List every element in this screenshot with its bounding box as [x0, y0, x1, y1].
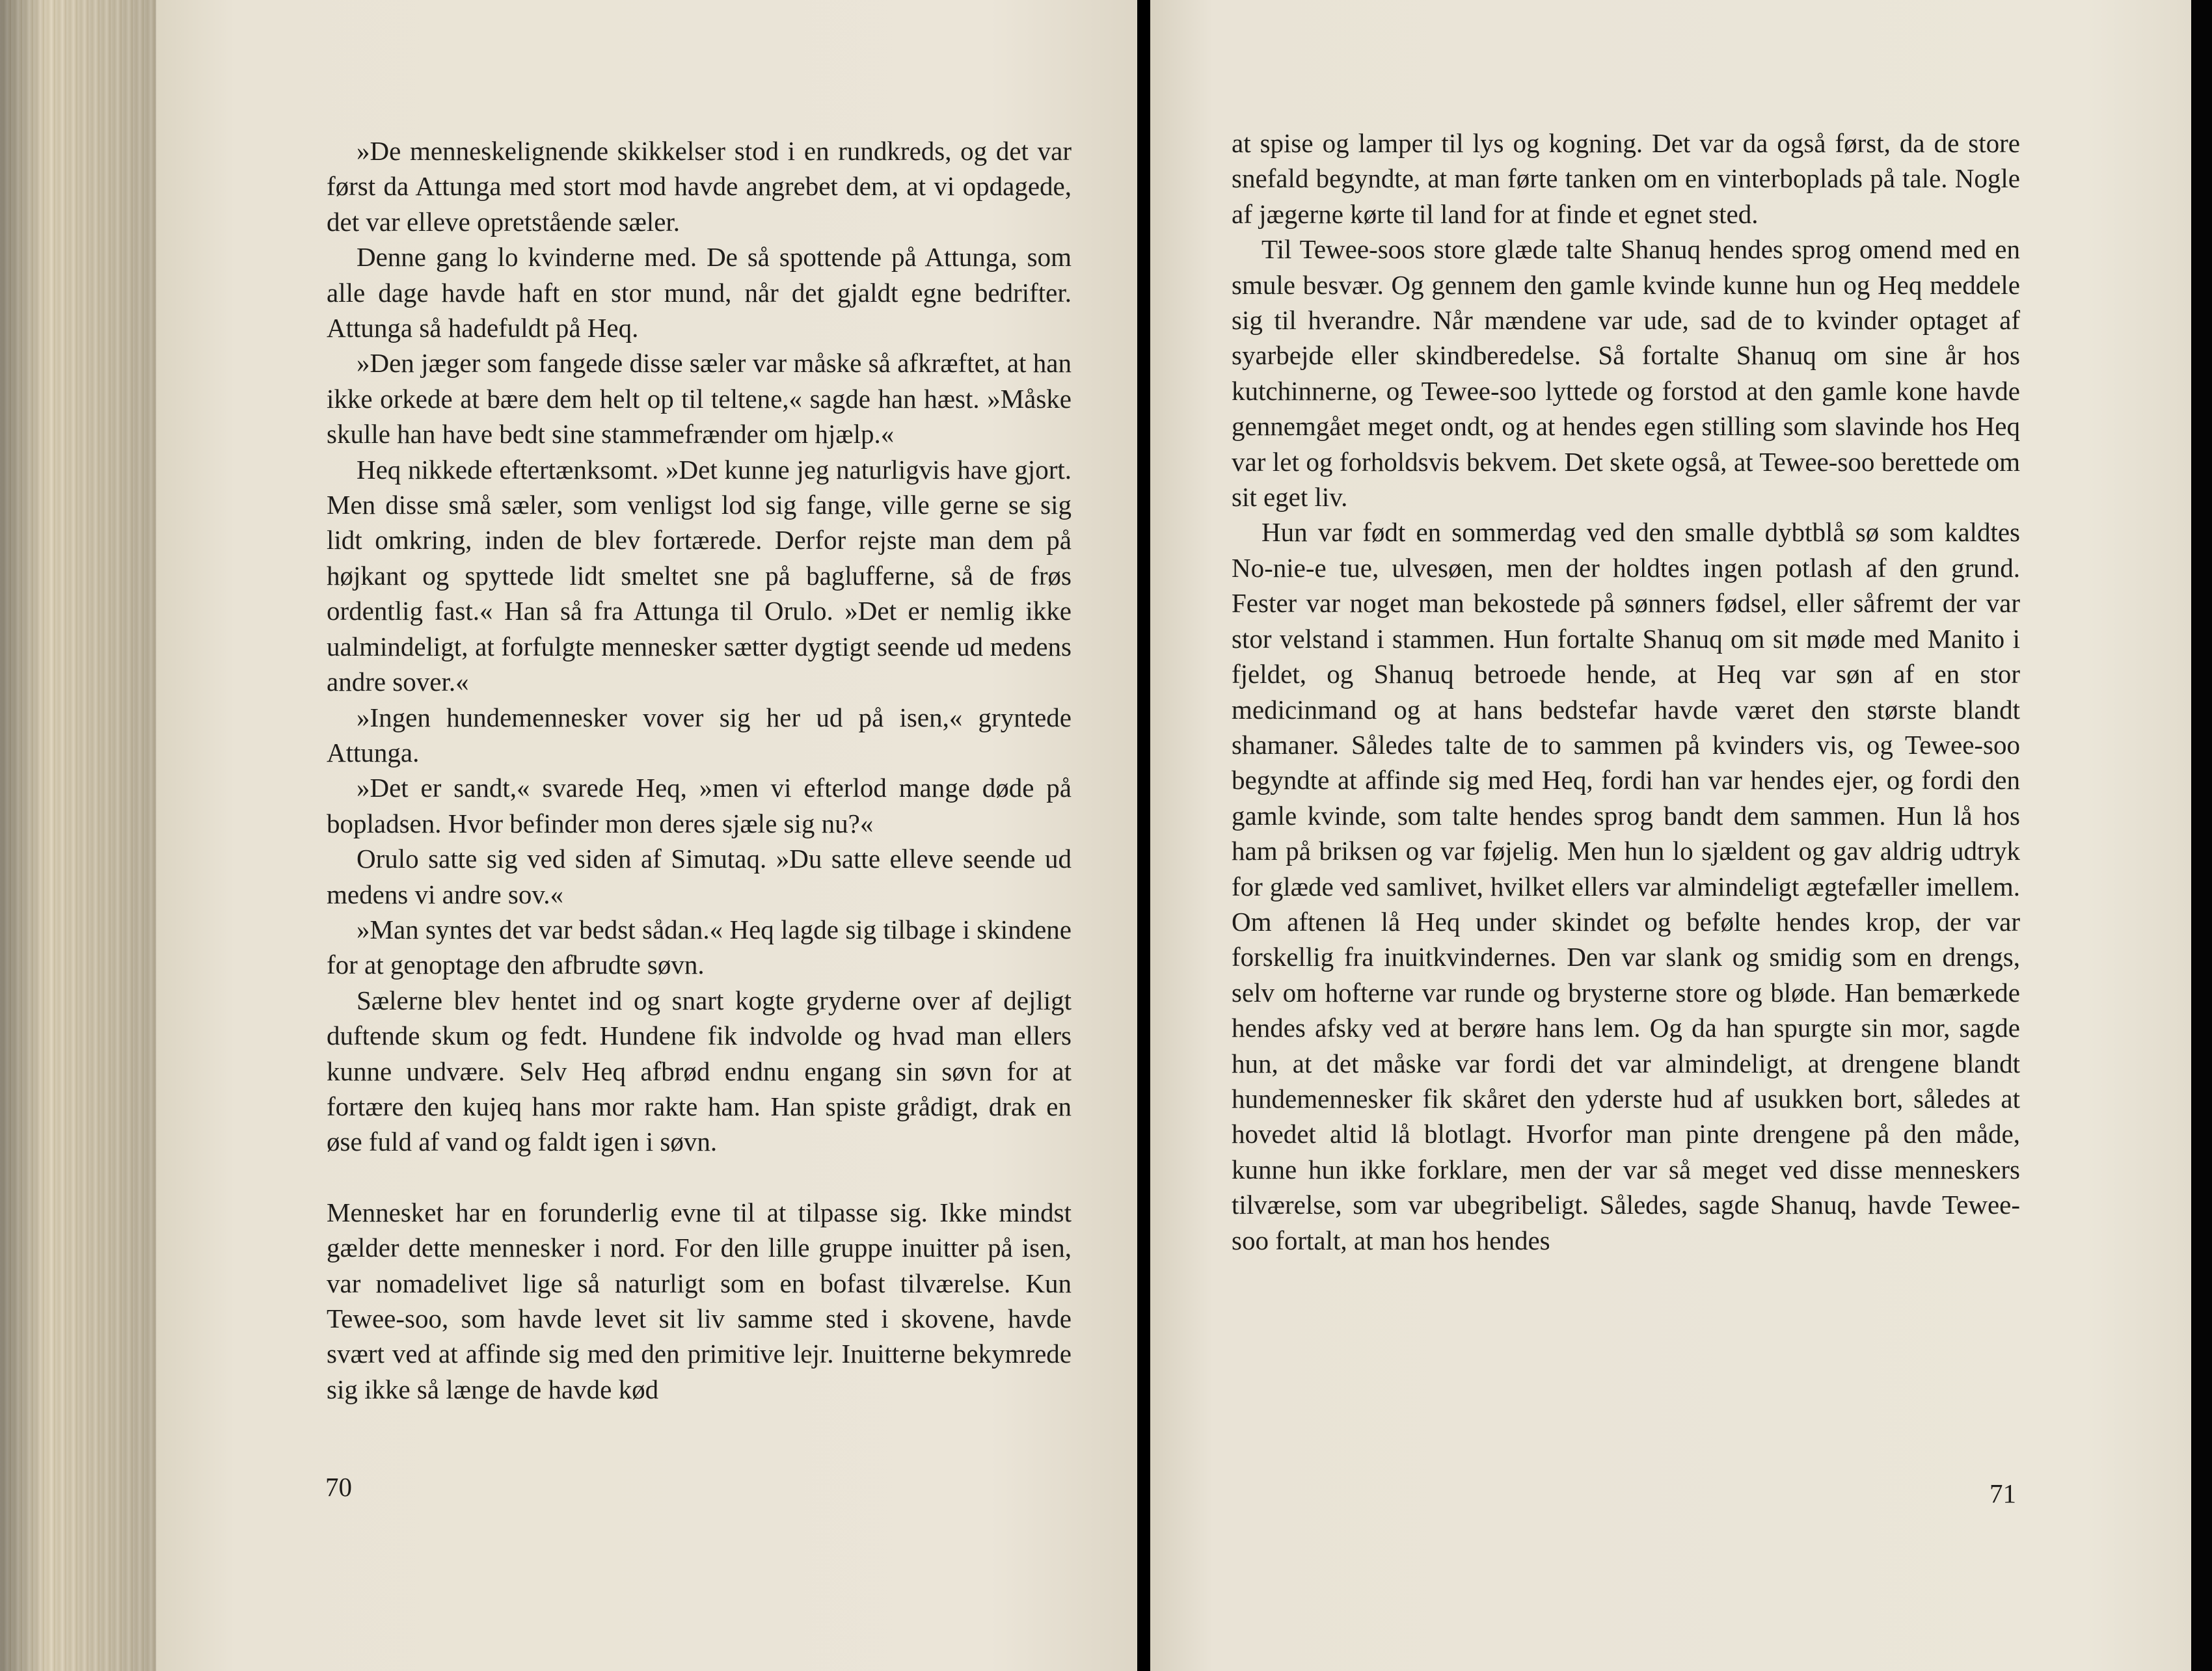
paragraph: Sælerne blev hentet ind og snart kogte gryderne over af dejligt duftende skum og fedt. Hundene fik indvolde og hvad man ellers kunne undvære. Selv Heq afbrød endnu engang sin søvn for at fortære den kujeq hans mor rakte ham. Han spiste grådigt, drak en øse fuld af vand og faldt igen i søvn. [327, 985, 1072, 1157]
paragraph: Orulo satte sig ved siden af Simutaq. »Du satte elleve seende ud medens vi andre sov.« [327, 844, 1072, 909]
paragraph: Denne gang lo kvinderne med. De så spottende på Attunga, som alle dage havde haft en stor mund, når det gjaldt egne bedrifter. Attunga så hadefuldt på Heq. [327, 242, 1072, 343]
left-page-text [327, 133, 1072, 1407]
paragraph: »De menneskelignende skikkelser stod i en rundkreds, og det var først da Attunga med stort mod havde angrebet dem, at vi opdagede, det var elleve opretstående sæler. [327, 136, 1072, 237]
right-page-text [1232, 126, 2020, 1258]
paragraph: »Man syntes det var bedst sådan.« Heq lagde sig tilbage i skindene for at genoptage den afbrudte søvn. [327, 914, 1072, 980]
page-number-right: 71 [1989, 1478, 2016, 1508]
paragraph: »Den jæger som fangede disse sæler var måske så afkræftet, at han ikke orkede at bære dem helt op til teltene,« sagde han hæst. »Måske skulle han have bedt sine stammefrænder om hjælp.« [327, 348, 1072, 449]
section-opening-paragraph: Mennesket har en forunderlig evne til at tilpasse sig. Ikke mindst gælder dette mennesker i nord. For den lille gruppe inuitter på isen, var nomadelivet lige så naturligt som en bofast tilværelse. Kun Tewee-soo, som havde levet sit liv samme sted i skovene, havde svært ved at affinde sig med den primitive lejr. Inuitterne bekymrede sig ikke så længe de havde kød [327, 1197, 1072, 1404]
page-edges-shadow [0, 0, 156, 1671]
continued-paragraph: at spise og lamper til lys og kogning. Det var da også først, da de store snefald begyndte, at man førte tanken om en vinterboplads på tale. Nogle af jægerne kørte til land for at finde et egnet sted. [1232, 128, 2020, 229]
paragraph: »Ingen hundemennesker vover sig her ud på isen,« gryntede Attunga. [327, 702, 1072, 768]
paragraph: Til Tewee-soos store glæde talte Shanuq hendes sprog omend med en smule besvær. Og gennem den gamle kvinde kunne hun og Heq meddele sig til hverandre. Når mændene var ude, sad de to kvinder optaget af syarbejde eller skindberedelse. Så fortalte Shanuq om sine år hos kutchinnerne, og Tewee-soo lyttede og forstod at den gamle kone havde gennemgået meget ondt, og at hendes egen stilling som slavinde hos Heq var let og forholdsvis bekvem. Det skete også, at Tewee-soo berettede om sit eget liv. [1232, 234, 2020, 513]
book-gutter [1137, 0, 1150, 1671]
paragraph: Hun var født en sommerdag ved den smalle dybtblå sø som kaldtes No-nie-e tue, ulvesøen, men der holdtes ingen potlash af den grund. Fester var noget man bekostede på sønners fødsel, eller såfremt der var stor velstand i stammen. Hun fortalte Shanuq om sit møde med Manito i fjeldet, og Shanuq betroede hende, at Heq var søn af en stor medicinmand og at hans bedstefar havde været den største blandt shamaner. Således talte de to sammen på kvinders vis, og Tewee-soo begyndte at affinde sig med Heq, fordi han var hendes ejer, og fordi den gamle kvinde, som talte hendes sprog bandt dem sammen. Hun lå hos ham på briksen og var føjelig. Men hun lo sjældent og gav aldrig udtryk for glæde ved samlivet, hvilket ellers var almindeligt ægtefæller imellem. Om aftenen lå Heq under skindet og befølte hendes krop, der var forskellig fra inuitkvindernes. Den var slank og smidig som en drengs, selv om hofterne var runde og brysterne store og bløde. Han bemærkede hendes afsky ved at berøre hans lem. Og da han spurgte sin mor, sagde hun, at det måske var fordi det var almindeligt, at drengene blandt hundemennesker fik skåret den yderste hud af usukken bort, således at hovedet altid lå blotlagt. Hvorfor man pinte drengene på den måde, kunne hun ikke forklare, men der var så meget ved disse menneskers tilværelse, som var ubegribeligt. Således, sagde Shanuq, havde Tewee-soo fortalt, at man hos hendes [1232, 517, 2020, 1255]
paragraph: »Det er sandt,« svarede Heq, »men vi efterlod mange døde på bopladsen. Hvor befinder mon deres sjæle sig nu?« [327, 773, 1072, 838]
paragraph: Heq nikkede eftertænksomt. »Det kunne jeg naturligvis have gjort. Men disse små sæler, som venligst lod sig fange, ville gerne se sig lidt omkring, inden de blev fortærede. Derfor rejste man dem på højkant og spyttede lidt smeltet sne på baglufferne, så de frøs ordentlig fast.« Han så fra Attunga til Orulo. »Det er nemlig ikke ualmindeligt, at forfulgte mennesker sætter dygtigt seende ud medens andre sover.« [327, 454, 1072, 697]
page-number-left: 70 [325, 1472, 352, 1502]
right-border [2191, 0, 2212, 1671]
